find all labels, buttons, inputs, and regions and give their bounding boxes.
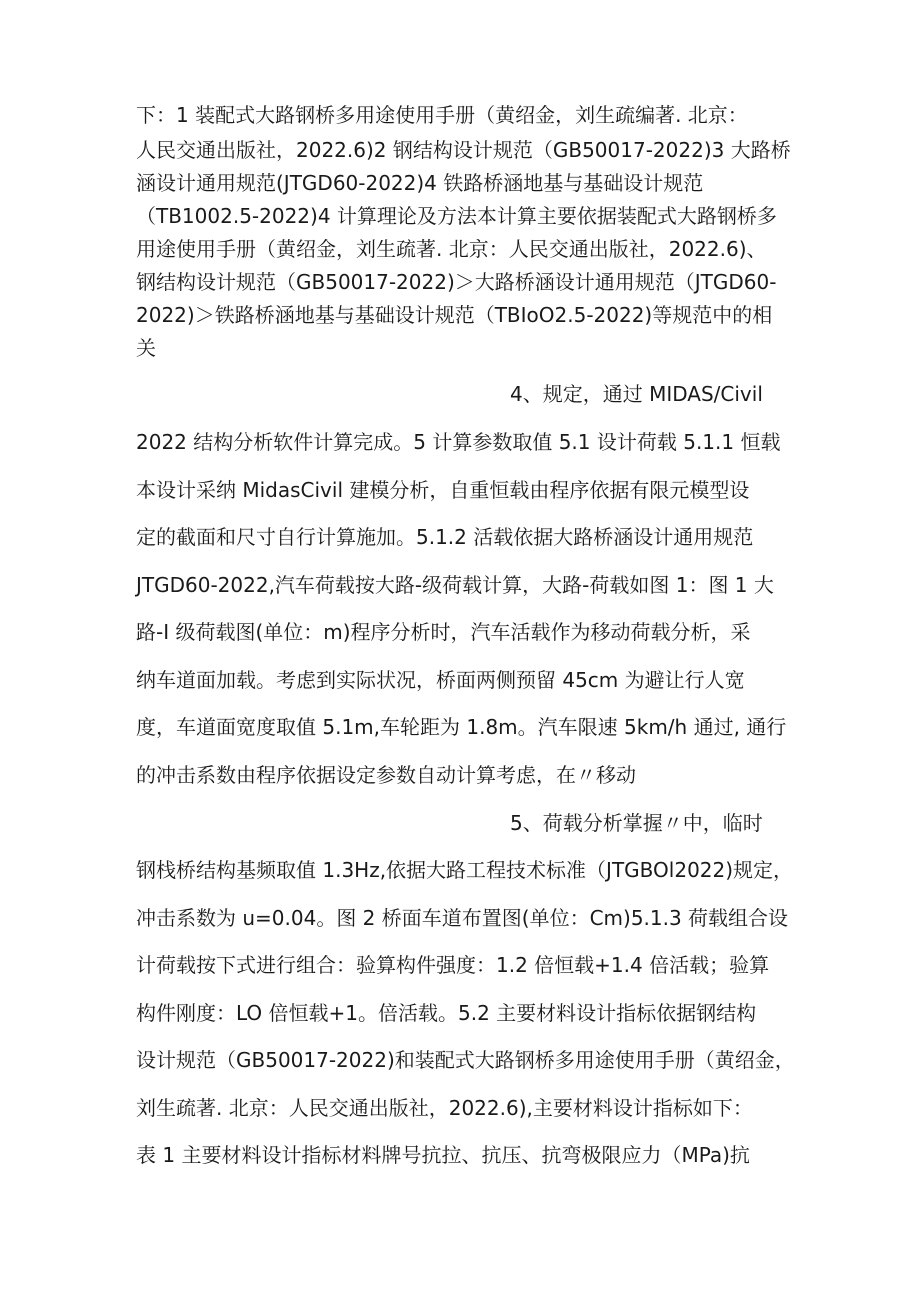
text-line: 本设计采纳 MidasCivil 建模分析，自重恒载由程序依据有限元模型设: [136, 478, 750, 502]
text-line: 的冲击系数由程序依据设定参数自动计算考虑，在〃移动: [136, 763, 636, 787]
text-line: 2022 结构分析软件计算完成。5 计算参数取值 5.1 设计荷载 5.1.1 恒载: [136, 430, 781, 454]
text-line: （TB1002.5-2022)4 计算理论及方法本计算主要依据装配式大路钢桥多: [136, 204, 777, 228]
section-heading-5: 5、荷载分析掌握〃中，临时: [510, 811, 763, 835]
text-line: 涵设计通用规范(JTGD60-2022)4 铁路桥涵地基与基础设计规范: [136, 171, 704, 195]
text-line: 人民交通出版社，2022.6)2 钢结构设计规范（GB50017-2022)3 大路桥: [136, 138, 791, 162]
text-line: 钢栈桥结构基频取值 1.3Hz,依据大路工程技术标准（JTGBOl2022)规定，: [136, 858, 794, 882]
text-line: 路-I 级荷载图(单位：m)程序分析时，汽车活载作为移动荷载分析，采: [136, 620, 751, 644]
text-line: 度，车道面宽度取值 5.1m,车轮距为 1.8m。汽车限速 5km/h 通过, 通行: [136, 715, 787, 739]
text-line: 关: [136, 336, 156, 360]
text-line: 用途使用手册（黄绍金，刘生疏著. 北京：人民交通出版社，2022.6)、: [136, 237, 767, 261]
text-line: 纳车道面加载。考虑到实际状况，桥面两侧预留 45cm 为避让行人宽: [136, 668, 745, 692]
text-line: 表 1 主要材料设计指标材料牌号抗拉、抗压、抗弯极限应力（MPa)抗: [136, 1143, 750, 1167]
text-line: 下：1 装配式大路钢桥多用途使用手册（黄绍金，刘生疏编著. 北京：: [136, 103, 748, 127]
text-line: 设计规范（GB50017-2022)和装配式大路钢桥多用途使用手册（黄绍金，: [136, 1048, 795, 1072]
text-line: 冲击系数为 u=0.04。图 2 桥面车道布置图(单位：Cm)5.1.3 荷载组合设: [136, 906, 789, 930]
text-line: 刘生疏著. 北京：人民交通出版社，2022.6),主要材料设计指标如下：: [136, 1096, 753, 1120]
section-heading-4: 4、规定，通过 MIDAS/Civil: [510, 382, 763, 406]
text-line: 计荷载按下式进行组合：验算构件强度：1.2 倍恒载+1.4 倍活载；验算: [136, 953, 770, 977]
text-line: JTGD60-2022,汽车荷载按大路-级荷载计算，大路-荷载如图 1：图 1 大: [136, 573, 774, 597]
text-line: 钢结构设计规范（GB50017-2022)＞大路桥涵设计通用规范（JTGD60-: [136, 270, 777, 294]
text-line: 2022)＞铁路桥涵地基与基础设计规范（TBIoO2.5-2022)等规范中的相: [136, 303, 773, 327]
text-line: 定的截面和尺寸自行计算施加。5.1.2 活载依据大路桥涵设计通用规范: [136, 525, 754, 549]
text-line: 构件刚度：LO 倍恒载+1。倍活载。5.2 主要材料设计指标依据钢结构: [136, 1001, 757, 1025]
